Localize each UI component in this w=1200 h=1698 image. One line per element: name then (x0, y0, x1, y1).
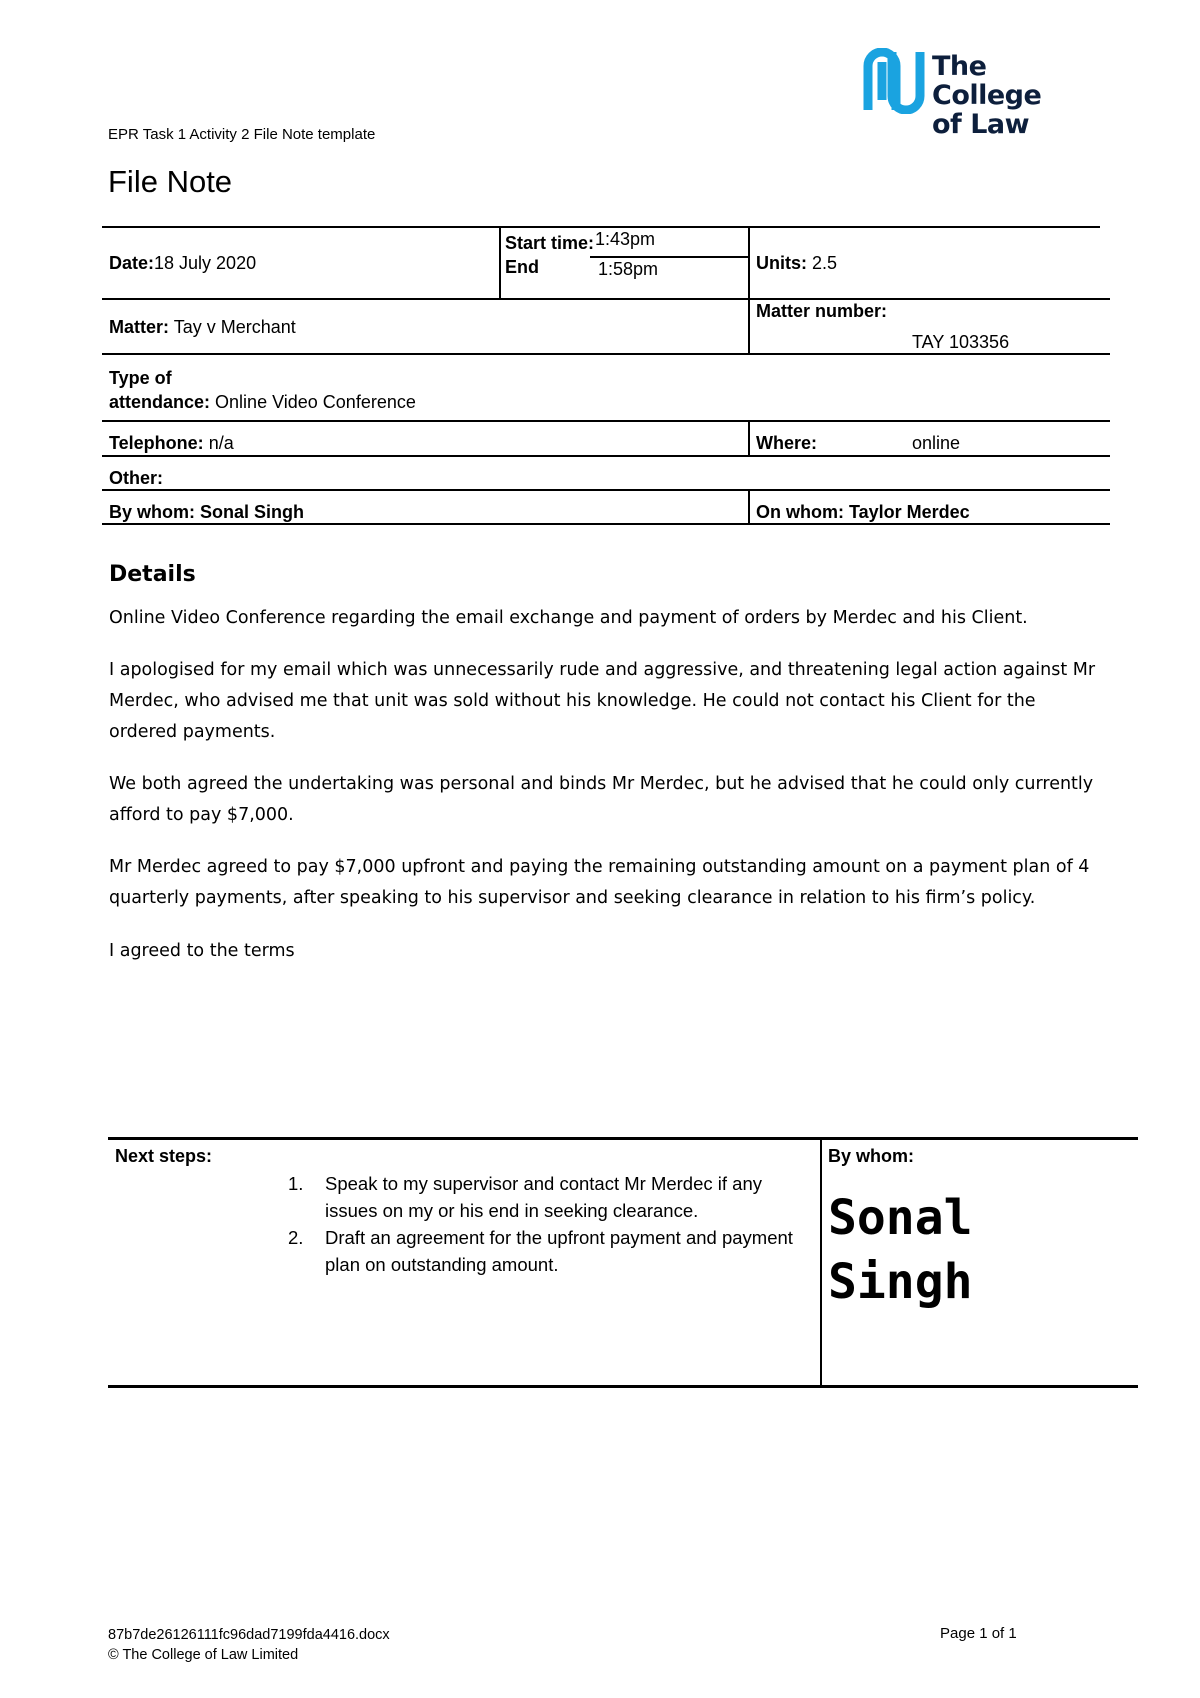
page-title: File Note (108, 164, 233, 199)
table-rule-3 (102, 353, 1110, 355)
date-label: Date: (109, 253, 155, 273)
table-divider-where (748, 420, 750, 455)
other-label: Other: (109, 468, 163, 488)
details-paragraph-1: Online Video Conference regarding the email exchange and payment of orders by Merdec and his Client. (109, 608, 1028, 628)
matter-field (109, 317, 296, 338)
table-rule-bottom (102, 523, 1110, 525)
units-value: 2.5 (812, 253, 838, 273)
table-rule-4 (102, 420, 1110, 422)
footer-filename: 87b7de26126111fc96dad7199fda4416.docx (108, 1627, 390, 1643)
logo-text-line2: of Law (932, 109, 1030, 140)
units-label: Units: (756, 253, 807, 273)
next-step-item (285, 1224, 805, 1278)
details-paragraph-4: Mr Merdec agreed to pay $7,000 upfront and paying the remaining outstanding amount on a payment plan of 4 quarterly payments, after speaking to his supervisor and seeking clearance in relation to his firm’s policy. (109, 857, 1090, 908)
details-paragraph-2: I apologised for my email which was unnecessarily rude and aggressive, and threatening legal action against Mr Merdec, who advised me that unit was sold without his knowledge. He could not contact his Client for the ordered payments. (109, 660, 1096, 742)
signature-line-1: Sonal (828, 1190, 973, 1246)
table-rule-time-split (590, 256, 750, 258)
footer-page-number: Page 1 of 1 (940, 1625, 1017, 1642)
end-time-value: 1:58pm (598, 259, 659, 279)
table-rule-5 (102, 455, 1110, 457)
next-steps-divider (820, 1137, 822, 1387)
template-name: EPR Task 1 Activity 2 File Note template (108, 126, 376, 143)
telephone-label: Telephone: (109, 433, 204, 453)
telephone-value: n/a (208, 433, 234, 453)
next-steps-by-whom-label: By whom: (828, 1146, 915, 1166)
table-divider-date (499, 226, 501, 300)
where-value: online (912, 433, 961, 453)
on-whom-field: On whom: Taylor Merdec (756, 502, 970, 522)
end-time-label: End (505, 257, 539, 277)
matter-label: Matter: (109, 317, 170, 337)
next-step-item (285, 1170, 805, 1224)
signature-name (828, 1186, 973, 1314)
attendance-type-label-1: Type of (109, 368, 172, 388)
next-step-number: 1. (288, 1173, 304, 1194)
details-paragraph-3: We both agreed the undertaking was personal and binds Mr Merdec, but he advised that he could only currently afford to pay $7,000. (109, 774, 1094, 825)
footer-left (108, 1625, 390, 1665)
units-field (756, 253, 837, 274)
logo-wordmark (932, 52, 1102, 139)
college-of-law-logo-mark (862, 48, 926, 114)
attendance-type-field (109, 366, 416, 414)
next-steps-label: Next steps: (115, 1146, 213, 1166)
where-label: Where: (756, 433, 818, 453)
signature-line-2: Singh (828, 1254, 973, 1310)
next-step-number: 2. (288, 1227, 304, 1248)
college-of-law-logo (862, 48, 1102, 140)
attendance-type-value: Online Video Conference (215, 392, 416, 412)
table-rule-2 (102, 298, 1110, 300)
telephone-field (109, 433, 234, 454)
details-heading: Details (109, 562, 196, 587)
details-paragraph-5: I agreed to the terms (109, 941, 295, 961)
next-steps-rule-bottom (108, 1385, 1138, 1388)
next-steps-rule-top (108, 1137, 1138, 1140)
table-divider-units (748, 226, 750, 355)
next-step-text: Draft an agreement for the upfront payment and payment plan on outstanding amount. (325, 1227, 793, 1275)
start-time-label: Start time: (505, 233, 595, 253)
logo-text-line1: The College (932, 51, 1042, 111)
date-value: 18 July 2020 (154, 253, 257, 273)
attendance-type-label-2: attendance: (109, 392, 211, 412)
next-step-text: Speak to my supervisor and contact Mr Merdec if any issues on my or his end in seeking clearance. (325, 1173, 762, 1221)
matter-number-value: TAY 103356 (912, 332, 1010, 352)
table-rule-6 (102, 489, 1110, 491)
footer-copyright: © The College of Law Limited (108, 1647, 299, 1663)
by-whom-field: By whom: Sonal Singh (109, 502, 305, 522)
date-field (109, 253, 256, 274)
start-time-value: 1:43pm (595, 229, 656, 249)
table-rule-top (102, 226, 1100, 228)
matter-number-label: Matter number: (756, 301, 888, 321)
table-divider-onwhom (748, 489, 750, 524)
matter-value: Tay v Merchant (173, 317, 296, 337)
next-steps-list (285, 1170, 805, 1278)
